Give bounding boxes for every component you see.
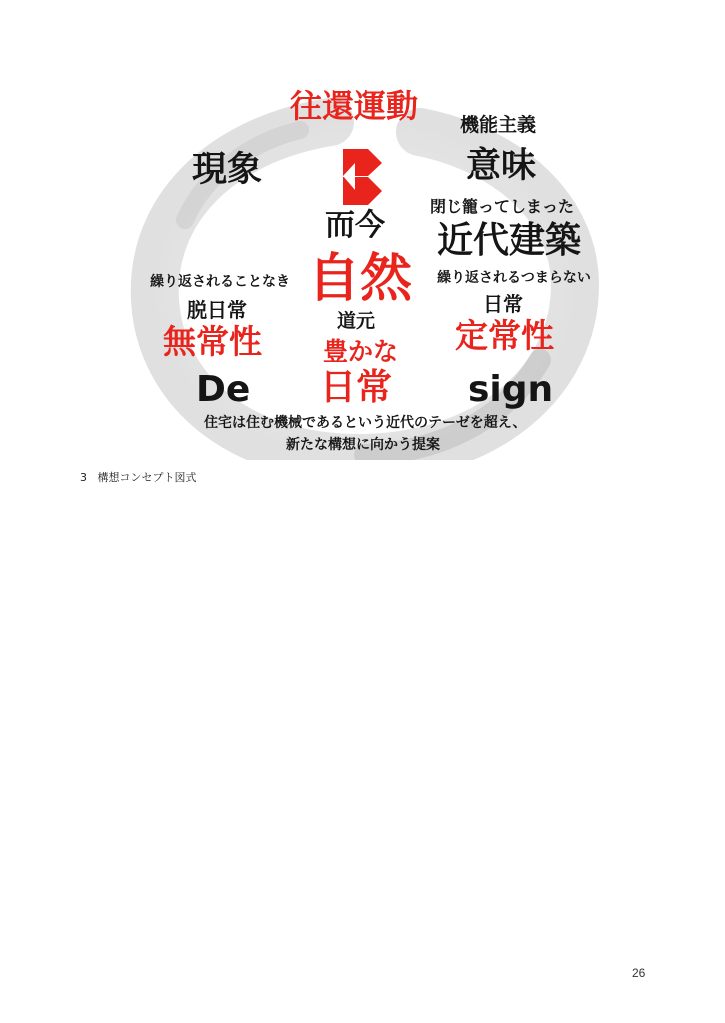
page-number: 26 bbox=[632, 966, 646, 980]
label-daily-center: 日常 bbox=[320, 367, 393, 408]
label-impermanence: 無常性 bbox=[163, 322, 262, 361]
label-nature: 自然 bbox=[308, 249, 413, 309]
red-logo-mark bbox=[343, 149, 382, 205]
label-enclosed: 閉じ籠ってしまった bbox=[430, 197, 575, 216]
label-functionalism: 機能主義 bbox=[460, 114, 537, 136]
label-round-trip-motion: 往還運動 bbox=[290, 87, 419, 125]
concept-diagram bbox=[0, 60, 725, 460]
label-constancy: 定常性 bbox=[455, 316, 554, 355]
label-meaning: 意味 bbox=[466, 146, 537, 186]
label-nikon: 而今 bbox=[325, 208, 385, 243]
label-rich: 豊かな bbox=[323, 337, 399, 366]
label-de: De bbox=[196, 369, 251, 410]
figure-number: 3 bbox=[80, 471, 87, 484]
label-daily-right: 日常 bbox=[483, 292, 523, 316]
label-boring-repeated: 繰り返されるつまらない bbox=[437, 270, 591, 286]
figure-caption bbox=[80, 469, 197, 485]
label-sign: sign bbox=[468, 369, 554, 410]
diagram-subtitle-line2: 新たな構想に向かう提案 bbox=[286, 437, 440, 453]
label-phenomenon: 現象 bbox=[192, 150, 263, 190]
label-never-repeated: 繰り返されることなき bbox=[150, 274, 290, 290]
diagram-subtitle-line1: 住宅は住む機械であるという近代のテーゼを超え、 bbox=[204, 415, 527, 431]
label-dogen: 道元 bbox=[337, 310, 376, 332]
label-modern-architecture: 近代建築 bbox=[437, 220, 582, 261]
label-non-daily: 脱日常 bbox=[187, 298, 247, 322]
figure-title: 構想コンセプト図式 bbox=[97, 471, 197, 484]
